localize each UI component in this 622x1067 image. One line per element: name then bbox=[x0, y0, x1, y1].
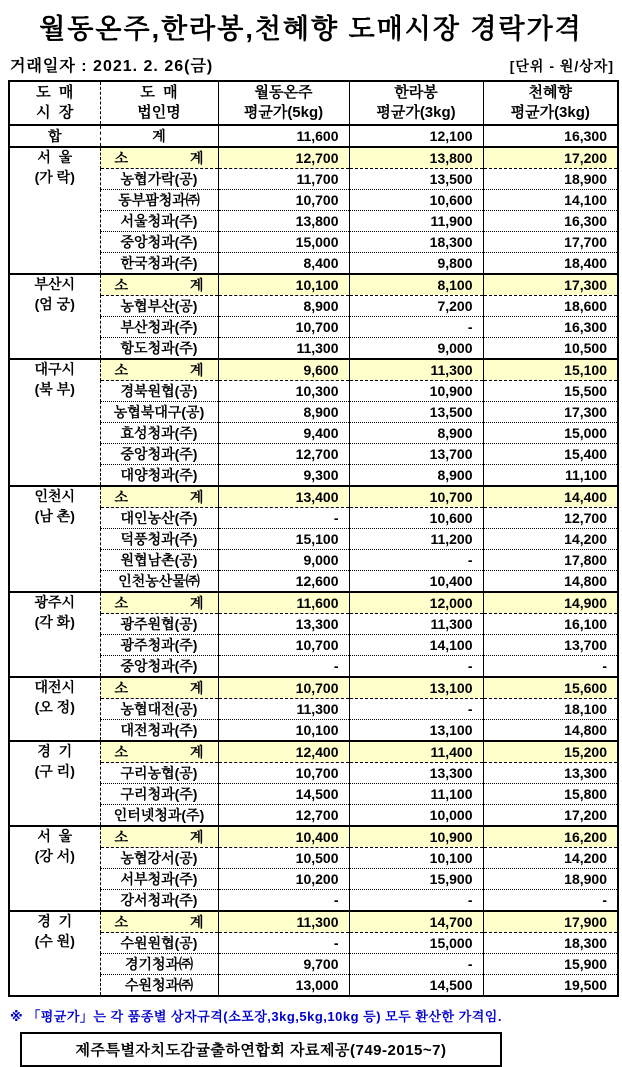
company-row bbox=[9, 381, 618, 402]
price-cell: 13,800 bbox=[218, 211, 349, 232]
price-cell: 10,600 bbox=[349, 190, 483, 211]
price-cell: - bbox=[349, 550, 483, 571]
corp-cell: 광주청과(주) bbox=[100, 635, 218, 656]
company-row bbox=[9, 465, 618, 487]
price-cell: 15,200 bbox=[483, 741, 618, 763]
corp-cell: 농협북대구(공) bbox=[100, 402, 218, 423]
price-cell: 13,500 bbox=[349, 402, 483, 423]
unit-label: [단위 - 원/상자] bbox=[509, 58, 614, 74]
price-cell: 11,900 bbox=[349, 211, 483, 232]
price-cell: 11,300 bbox=[349, 614, 483, 635]
price-table bbox=[8, 80, 619, 997]
price-cell: 15,800 bbox=[483, 784, 618, 805]
price-cell: 15,100 bbox=[218, 529, 349, 550]
corp-cell: 소 계 bbox=[100, 274, 218, 296]
subtotal-row bbox=[9, 274, 618, 296]
header-market-line2: 시 장 bbox=[36, 104, 74, 121]
price-cell: 11,200 bbox=[349, 529, 483, 550]
price-cell: 13,100 bbox=[349, 720, 483, 742]
price-cell: 12,100 bbox=[349, 125, 483, 147]
price-cell: - bbox=[218, 656, 349, 678]
price-cell: 10,300 bbox=[218, 381, 349, 402]
corp-cell: 수원원협(공) bbox=[100, 933, 218, 954]
market-cell bbox=[9, 741, 100, 826]
corp-cell: 중앙청과(주) bbox=[100, 656, 218, 678]
price-cell: 13,700 bbox=[349, 444, 483, 465]
price-cell: - bbox=[349, 954, 483, 975]
market-name-line2: (엄 궁) bbox=[34, 295, 75, 312]
price-cell: 15,500 bbox=[483, 381, 618, 402]
price-cell: 14,200 bbox=[483, 529, 618, 550]
company-row bbox=[9, 763, 618, 784]
price-cell: 14,700 bbox=[349, 911, 483, 933]
corp-cell: 원협남촌(공) bbox=[100, 550, 218, 571]
price-cell: 9,800 bbox=[349, 253, 483, 275]
price-cell: 7,200 bbox=[349, 296, 483, 317]
price-cell: 18,900 bbox=[483, 169, 618, 190]
price-cell: 12,700 bbox=[218, 147, 349, 169]
price-cell: 18,300 bbox=[349, 232, 483, 253]
price-cell: 9,400 bbox=[218, 423, 349, 444]
company-row bbox=[9, 890, 618, 912]
subtotal-row bbox=[9, 911, 618, 933]
market-cell: 합 bbox=[9, 125, 100, 147]
price-cell: 13,300 bbox=[218, 614, 349, 635]
market-name-line2: (수 원) bbox=[34, 932, 75, 949]
corp-cell: 한국청과(주) bbox=[100, 253, 218, 275]
market-name-line1: 경 기 bbox=[37, 913, 73, 929]
price-cell: 14,500 bbox=[218, 784, 349, 805]
price-cell: 18,600 bbox=[483, 296, 618, 317]
price-cell: 14,800 bbox=[483, 720, 618, 742]
price-cell: 10,900 bbox=[349, 826, 483, 848]
price-cell: 12,700 bbox=[218, 805, 349, 827]
price-cell: - bbox=[483, 890, 618, 912]
provider-box: 제주특별자치도감귤출하연합회 자료제공(749-2015~7) bbox=[20, 1032, 502, 1067]
subtotal-row bbox=[9, 592, 618, 614]
corp-cell: 계 bbox=[100, 125, 218, 147]
header-hallabong-line1: 한라봉 bbox=[394, 84, 438, 101]
company-row bbox=[9, 190, 618, 211]
header-hallabong bbox=[349, 81, 483, 125]
market-cell bbox=[9, 359, 100, 486]
corp-cell: 광주원협(공) bbox=[100, 614, 218, 635]
corp-cell: 소 계 bbox=[100, 826, 218, 848]
total-row bbox=[9, 125, 618, 147]
corp-cell: 대인농산(주) bbox=[100, 508, 218, 529]
price-cell: 17,800 bbox=[483, 550, 618, 571]
header-corp bbox=[100, 81, 218, 125]
market-name-line1: 부산시 bbox=[34, 276, 76, 292]
price-cell: 15,000 bbox=[218, 232, 349, 253]
company-row bbox=[9, 317, 618, 338]
price-cell: - bbox=[349, 699, 483, 720]
price-cell: - bbox=[349, 317, 483, 338]
price-cell: 10,100 bbox=[349, 848, 483, 869]
price-cell: 11,400 bbox=[349, 741, 483, 763]
company-row bbox=[9, 656, 618, 678]
price-cell: 11,100 bbox=[349, 784, 483, 805]
price-cell: 10,500 bbox=[218, 848, 349, 869]
price-cell: 16,300 bbox=[483, 125, 618, 147]
price-cell: 13,500 bbox=[349, 169, 483, 190]
price-cell: 15,400 bbox=[483, 444, 618, 465]
subtotal-row bbox=[9, 741, 618, 763]
price-cell: 11,700 bbox=[218, 169, 349, 190]
price-cell: 10,000 bbox=[349, 805, 483, 827]
market-cell bbox=[9, 592, 100, 677]
company-row bbox=[9, 444, 618, 465]
meta-row bbox=[10, 53, 614, 76]
price-cell: 17,300 bbox=[483, 274, 618, 296]
company-row bbox=[9, 699, 618, 720]
price-cell: 11,300 bbox=[218, 338, 349, 360]
corp-cell: 대양청과(주) bbox=[100, 465, 218, 487]
market-name-line2: (구 리) bbox=[34, 762, 75, 779]
market-name-line2: (각 화) bbox=[34, 613, 75, 630]
market-name-line1: 대전시 bbox=[34, 679, 76, 695]
price-cell: 12,000 bbox=[349, 592, 483, 614]
price-cell: 11,300 bbox=[349, 359, 483, 381]
header-wintermandarin-line2: 평균가(5kg) bbox=[243, 104, 324, 121]
company-row bbox=[9, 614, 618, 635]
price-cell: 9,000 bbox=[349, 338, 483, 360]
price-cell: 13,100 bbox=[349, 677, 483, 699]
corp-cell: 서부청과(주) bbox=[100, 869, 218, 890]
corp-cell: 항도청과(주) bbox=[100, 338, 218, 360]
company-row bbox=[9, 423, 618, 444]
price-cell: 14,400 bbox=[483, 486, 618, 508]
company-row bbox=[9, 338, 618, 360]
price-cell: 13,400 bbox=[218, 486, 349, 508]
price-cell: 10,700 bbox=[218, 763, 349, 784]
price-cell: 14,800 bbox=[483, 571, 618, 593]
price-cell: 10,100 bbox=[218, 720, 349, 742]
price-cell: - bbox=[349, 890, 483, 912]
price-cell: 15,900 bbox=[483, 954, 618, 975]
price-cell: 14,200 bbox=[483, 848, 618, 869]
price-cell: 17,200 bbox=[483, 805, 618, 827]
company-row bbox=[9, 211, 618, 232]
price-cell: 10,400 bbox=[218, 826, 349, 848]
price-cell: - bbox=[218, 508, 349, 529]
corp-cell: 대전청과(주) bbox=[100, 720, 218, 742]
price-cell: 12,400 bbox=[218, 741, 349, 763]
table-header bbox=[9, 81, 618, 125]
price-cell: 11,600 bbox=[218, 592, 349, 614]
market-cell bbox=[9, 486, 100, 592]
market-cell bbox=[9, 677, 100, 741]
price-cell: 10,700 bbox=[218, 190, 349, 211]
market-cell bbox=[9, 911, 100, 996]
corp-cell: 경기청과㈜ bbox=[100, 954, 218, 975]
market-name-line2: (가 락) bbox=[34, 168, 75, 185]
market-cell bbox=[9, 826, 100, 911]
company-row bbox=[9, 402, 618, 423]
price-cell: 8,900 bbox=[349, 465, 483, 487]
corp-cell: 구리농협(공) bbox=[100, 763, 218, 784]
price-cell: 16,200 bbox=[483, 826, 618, 848]
price-cell: - bbox=[218, 890, 349, 912]
price-cell: 13,000 bbox=[218, 975, 349, 997]
corp-cell: 소 계 bbox=[100, 592, 218, 614]
price-cell: 15,000 bbox=[483, 423, 618, 444]
company-row bbox=[9, 232, 618, 253]
corp-cell: 농협부산(공) bbox=[100, 296, 218, 317]
price-cell: 10,700 bbox=[218, 635, 349, 656]
price-cell: 10,500 bbox=[483, 338, 618, 360]
corp-cell: 인터넷청과(주) bbox=[100, 805, 218, 827]
company-row bbox=[9, 784, 618, 805]
header-corp-line1: 도 매 bbox=[140, 84, 178, 101]
company-row bbox=[9, 571, 618, 593]
page-title: 월동온주,한라봉,천혜향 도매시장 경락가격 bbox=[39, 14, 583, 44]
header-market bbox=[9, 81, 100, 125]
price-cell: 9,600 bbox=[218, 359, 349, 381]
company-row bbox=[9, 253, 618, 275]
corp-cell: 소 계 bbox=[100, 911, 218, 933]
price-cell: 17,300 bbox=[483, 402, 618, 423]
price-cell: 17,200 bbox=[483, 147, 618, 169]
price-cell: 15,600 bbox=[483, 677, 618, 699]
header-wintermandarin bbox=[218, 81, 349, 125]
subtotal-row bbox=[9, 826, 618, 848]
corp-cell: 구리청과(주) bbox=[100, 784, 218, 805]
price-cell: 16,300 bbox=[483, 211, 618, 232]
price-cell: 10,100 bbox=[218, 274, 349, 296]
corp-cell: 부산청과(주) bbox=[100, 317, 218, 338]
price-cell: 11,600 bbox=[218, 125, 349, 147]
header-cheonhyehyang-line2: 평균가(3kg) bbox=[510, 104, 590, 121]
market-name-line2: (강 서) bbox=[34, 847, 75, 864]
price-cell: - bbox=[349, 656, 483, 678]
market-cell bbox=[9, 147, 100, 274]
market-name-line2: (남 촌) bbox=[34, 507, 75, 524]
corp-cell: 소 계 bbox=[100, 486, 218, 508]
corp-cell: 효성청과(주) bbox=[100, 423, 218, 444]
header-market-line1: 도 매 bbox=[36, 84, 74, 101]
price-cell: 8,900 bbox=[349, 423, 483, 444]
corp-cell: 강서청과(주) bbox=[100, 890, 218, 912]
price-cell: 11,300 bbox=[218, 699, 349, 720]
price-cell: 11,300 bbox=[218, 911, 349, 933]
price-cell: 18,900 bbox=[483, 869, 618, 890]
price-cell: - bbox=[483, 656, 618, 678]
company-row bbox=[9, 508, 618, 529]
company-row bbox=[9, 933, 618, 954]
company-row bbox=[9, 848, 618, 869]
footnote: ※ 「평균가」는 각 품종별 상자규격(소포장,3kg,5kg,10kg 등) 모두 환산한 가격임. bbox=[10, 1009, 502, 1024]
price-cell: 14,100 bbox=[349, 635, 483, 656]
price-cell: 14,100 bbox=[483, 190, 618, 211]
price-cell: 9,700 bbox=[218, 954, 349, 975]
market-name-line1: 서 울 bbox=[37, 149, 73, 165]
company-row bbox=[9, 954, 618, 975]
price-cell: 9,000 bbox=[218, 550, 349, 571]
subtotal-row bbox=[9, 677, 618, 699]
price-cell: 10,200 bbox=[218, 869, 349, 890]
market-name-line1: 서 울 bbox=[37, 828, 73, 844]
price-cell: 15,900 bbox=[349, 869, 483, 890]
price-cell: 13,700 bbox=[483, 635, 618, 656]
subtotal-row bbox=[9, 486, 618, 508]
price-cell: 17,900 bbox=[483, 911, 618, 933]
company-row bbox=[9, 805, 618, 827]
market-name-line1: 광주시 bbox=[34, 594, 76, 610]
price-cell: 8,400 bbox=[218, 253, 349, 275]
price-cell: 12,700 bbox=[218, 444, 349, 465]
corp-cell: 서울청과(주) bbox=[100, 211, 218, 232]
price-cell: 10,700 bbox=[349, 486, 483, 508]
corp-cell: 소 계 bbox=[100, 741, 218, 763]
trade-date-label: 거래일자 : 2021. 2. 26(금) bbox=[10, 58, 214, 75]
company-row bbox=[9, 529, 618, 550]
corp-cell: 중앙청과(주) bbox=[100, 444, 218, 465]
corp-cell: 소 계 bbox=[100, 677, 218, 699]
header-corp-line2: 법인명 bbox=[137, 104, 181, 121]
corp-cell: 인천농산물㈜ bbox=[100, 571, 218, 593]
price-cell: 14,500 bbox=[349, 975, 483, 997]
price-cell: 10,400 bbox=[349, 571, 483, 593]
subtotal-row bbox=[9, 147, 618, 169]
table-body bbox=[9, 125, 618, 996]
price-cell: 19,500 bbox=[483, 975, 618, 997]
price-cell: 16,300 bbox=[483, 317, 618, 338]
price-cell: 13,300 bbox=[349, 763, 483, 784]
company-row bbox=[9, 635, 618, 656]
header-cheonhyehyang bbox=[483, 81, 618, 125]
market-name-line2: (북 부) bbox=[34, 380, 75, 397]
market-name-line1: 인천시 bbox=[34, 488, 76, 504]
price-cell: 18,100 bbox=[483, 699, 618, 720]
corp-cell: 소 계 bbox=[100, 359, 218, 381]
corp-cell: 경북원협(공) bbox=[100, 381, 218, 402]
price-cell: 8,900 bbox=[218, 296, 349, 317]
price-cell: 18,400 bbox=[483, 253, 618, 275]
market-name-line1: 대구시 bbox=[34, 361, 76, 377]
price-cell: 15,000 bbox=[349, 933, 483, 954]
price-cell: 15,100 bbox=[483, 359, 618, 381]
company-row bbox=[9, 720, 618, 742]
price-cell: 16,100 bbox=[483, 614, 618, 635]
price-cell: 8,100 bbox=[349, 274, 483, 296]
price-cell: 10,700 bbox=[218, 317, 349, 338]
price-cell: 13,300 bbox=[483, 763, 618, 784]
market-name-line1: 경 기 bbox=[37, 743, 73, 759]
header-hallabong-line2: 평균가(3kg) bbox=[376, 104, 456, 121]
company-row bbox=[9, 975, 618, 997]
company-row bbox=[9, 550, 618, 571]
price-cell: 17,700 bbox=[483, 232, 618, 253]
header-cheonhyehyang-line1: 천혜향 bbox=[528, 84, 572, 101]
price-cell: 11,100 bbox=[483, 465, 618, 487]
price-cell: 10,900 bbox=[349, 381, 483, 402]
price-cell: 8,900 bbox=[218, 402, 349, 423]
market-cell bbox=[9, 274, 100, 359]
corp-cell: 수원청과㈜ bbox=[100, 975, 218, 997]
price-cell: 13,800 bbox=[349, 147, 483, 169]
company-row bbox=[9, 869, 618, 890]
subtotal-row bbox=[9, 359, 618, 381]
header-wintermandarin-line1: 월동온주 bbox=[254, 84, 313, 101]
corp-cell: 덕풍청과(주) bbox=[100, 529, 218, 550]
price-cell: - bbox=[218, 933, 349, 954]
company-row bbox=[9, 169, 618, 190]
market-name-line2: (오 정) bbox=[34, 698, 75, 715]
corp-cell: 소 계 bbox=[100, 147, 218, 169]
company-row bbox=[9, 296, 618, 317]
price-cell: 14,900 bbox=[483, 592, 618, 614]
price-cell: 12,600 bbox=[218, 571, 349, 593]
price-cell: 9,300 bbox=[218, 465, 349, 487]
corp-cell: 농협대전(공) bbox=[100, 699, 218, 720]
price-cell: 18,300 bbox=[483, 933, 618, 954]
corp-cell: 농협강서(공) bbox=[100, 848, 218, 869]
corp-cell: 동부팜청과㈜ bbox=[100, 190, 218, 211]
price-cell: 12,700 bbox=[483, 508, 618, 529]
corp-cell: 중앙청과(주) bbox=[100, 232, 218, 253]
price-cell: 10,600 bbox=[349, 508, 483, 529]
price-cell: 10,700 bbox=[218, 677, 349, 699]
corp-cell: 농협가락(공) bbox=[100, 169, 218, 190]
